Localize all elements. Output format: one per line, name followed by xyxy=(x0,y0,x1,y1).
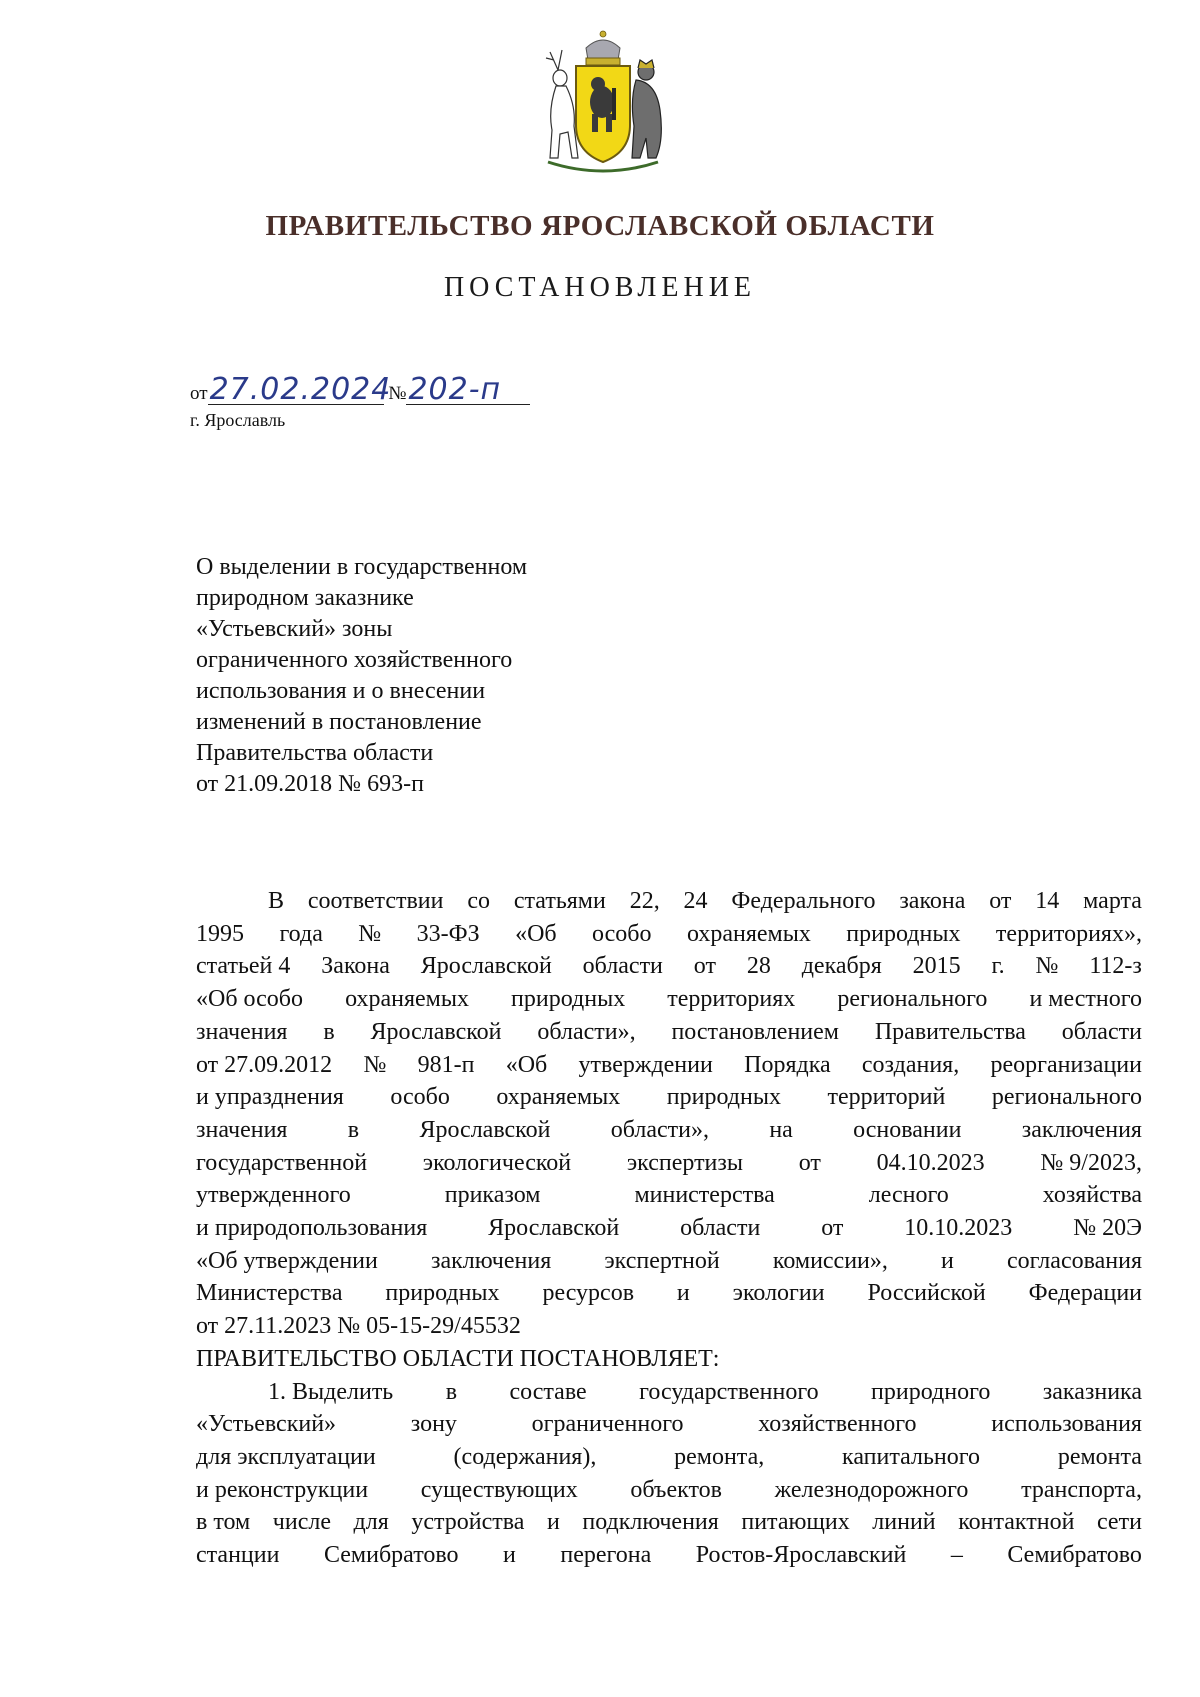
word: ремонта xyxy=(1057,1443,1142,1470)
word: и xyxy=(503,1542,516,1569)
text-line xyxy=(196,950,1142,983)
coat-of-arms-icon xyxy=(528,30,678,180)
word: № 9/2023, xyxy=(1040,1149,1142,1176)
word: охраняемых xyxy=(686,920,811,947)
word: № 20Э xyxy=(1073,1215,1142,1242)
word: зону xyxy=(410,1411,457,1438)
subject-line: от 21.09.2018 № 693-п xyxy=(196,771,424,797)
city: г. Ярославль xyxy=(190,410,286,430)
handwritten-number: 202-п xyxy=(406,376,530,405)
word: особо xyxy=(592,920,652,947)
word: статьями xyxy=(513,888,606,914)
subject-line: ограниченного хозяйственного xyxy=(196,647,513,673)
word: соответствии xyxy=(307,888,444,914)
word: перегона xyxy=(560,1542,652,1569)
word: от xyxy=(821,1215,844,1242)
text-line xyxy=(196,1245,1142,1278)
word: в xyxy=(347,1116,360,1143)
word: Федерации xyxy=(1028,1280,1142,1307)
word: Порядка xyxy=(744,1051,831,1078)
word: хозяйства xyxy=(1042,1182,1142,1209)
word: № xyxy=(363,1051,387,1078)
word: ресурсов xyxy=(542,1280,635,1307)
word: Федерального xyxy=(731,888,876,914)
word: регионального xyxy=(837,986,988,1013)
text-line xyxy=(196,1539,1142,1572)
word: 22, xyxy=(629,888,660,914)
text-line xyxy=(196,1179,1142,1212)
word: закона xyxy=(899,888,966,914)
word: марта xyxy=(1083,888,1142,914)
text-line xyxy=(196,1147,1142,1180)
word: Семибратово xyxy=(1007,1542,1142,1569)
word: государственной xyxy=(196,1149,368,1176)
subject-line: использования и о внесении xyxy=(196,678,486,704)
word: утвержденного xyxy=(196,1182,351,1209)
word: для xyxy=(353,1509,389,1536)
word: значения xyxy=(196,1116,288,1143)
word: Ярославской xyxy=(420,953,552,980)
subject-line: О выделении в государственном xyxy=(196,554,528,580)
word: 28 xyxy=(746,953,771,980)
word: «Об особо xyxy=(196,986,304,1013)
word: и реконструкции xyxy=(196,1476,369,1503)
word: охраняемых xyxy=(496,1084,621,1111)
word: от 27.09.2012 xyxy=(196,1051,333,1078)
word: заключения xyxy=(431,1247,552,1274)
word: «Об xyxy=(515,920,557,947)
word: территориях», xyxy=(995,920,1142,947)
word: природных xyxy=(511,986,626,1013)
word: комиссии», xyxy=(772,1247,888,1274)
decree-heading: ПРАВИТЕЛЬСТВО ОБЛАСТИ ПОСТАНОВЛЯЕТ: xyxy=(196,1345,720,1372)
text-line xyxy=(196,918,1142,951)
subject-line: природном заказнике xyxy=(196,585,414,611)
text-line xyxy=(196,1506,1142,1539)
deer-supporter-icon xyxy=(546,50,578,158)
word: экологии xyxy=(732,1280,825,1307)
word: заключения xyxy=(1021,1116,1142,1143)
word: 14 xyxy=(1035,888,1060,914)
word: природных xyxy=(666,1084,781,1111)
word: утверждении xyxy=(578,1051,713,1078)
word: приказом xyxy=(444,1182,541,1209)
word: от xyxy=(989,888,1012,914)
document-subject xyxy=(196,552,656,800)
word: в том xyxy=(196,1509,251,1536)
word: и природопользования xyxy=(196,1215,428,1242)
word: использования xyxy=(991,1411,1142,1438)
word: – xyxy=(950,1542,963,1569)
word: постановлением xyxy=(671,1018,839,1045)
word: Закона xyxy=(321,953,390,980)
word: линий xyxy=(872,1509,936,1536)
word: согласования xyxy=(1007,1247,1142,1274)
text-line xyxy=(196,1441,1142,1474)
word: природного xyxy=(871,1378,991,1405)
word: хозяйственного xyxy=(758,1411,917,1438)
word: подключения xyxy=(582,1509,719,1536)
word: 2015 xyxy=(912,953,961,980)
word: Семибратово xyxy=(323,1542,459,1569)
word: составе xyxy=(509,1378,587,1405)
word: охраняемых xyxy=(345,986,469,1013)
text-line xyxy=(196,1049,1142,1082)
word: области», xyxy=(537,1018,636,1045)
word: экспертной xyxy=(604,1247,720,1274)
word: числе xyxy=(272,1509,331,1536)
word: ограниченного xyxy=(531,1411,684,1438)
word: 1. Выделить xyxy=(268,1378,394,1405)
word: Министерства xyxy=(196,1280,343,1307)
document-body xyxy=(196,885,1142,1572)
preamble-paragraph xyxy=(196,885,1142,1343)
subject-line: изменений в постановление xyxy=(196,709,482,735)
word: Ярославской xyxy=(370,1018,502,1045)
wreath-icon xyxy=(548,162,658,171)
word: (содержания), xyxy=(453,1443,597,1470)
text-line xyxy=(196,983,1142,1016)
word: сети xyxy=(1096,1509,1142,1536)
text-line xyxy=(196,1408,1142,1441)
document-type: ПОСТАНОВЛЕНИЕ xyxy=(443,272,757,303)
word: питающих xyxy=(741,1509,850,1536)
word: декабря xyxy=(801,953,882,980)
text-line xyxy=(196,1474,1142,1507)
word: заказника xyxy=(1042,1378,1142,1405)
text-line: от 27.11.2023 № 05-15-29/45532 xyxy=(196,1313,521,1340)
item-1-paragraph xyxy=(196,1376,1142,1572)
word: экологической xyxy=(422,1149,572,1176)
word: г. xyxy=(991,953,1005,980)
word: 112-з xyxy=(1089,953,1142,980)
word: транспорта, xyxy=(1021,1476,1142,1503)
word: основании xyxy=(853,1116,962,1143)
text-line xyxy=(196,1277,1142,1310)
word: особо xyxy=(390,1084,450,1111)
word: «Об утверждении xyxy=(196,1247,378,1274)
word: в xyxy=(445,1378,458,1405)
word: области xyxy=(582,953,663,980)
word: 33-ФЗ xyxy=(416,920,480,947)
text-line xyxy=(196,885,1142,918)
number-prefix: № xyxy=(388,383,407,404)
word: для эксплуатации xyxy=(196,1443,376,1470)
word: Ярославской xyxy=(419,1116,551,1143)
text-line xyxy=(196,1114,1142,1147)
word: «Об xyxy=(505,1051,548,1078)
word: Ростов-Ярославский xyxy=(695,1542,907,1569)
word: от xyxy=(798,1149,821,1176)
word: 981-п xyxy=(417,1051,475,1078)
text-line xyxy=(196,1016,1142,1049)
word: объектов xyxy=(630,1476,722,1503)
subject-line: «Устьевский» зоны xyxy=(196,616,393,642)
text-line xyxy=(196,1376,1142,1409)
word: и упразднения xyxy=(196,1084,344,1111)
word: в xyxy=(323,1018,335,1045)
word: существующих xyxy=(420,1476,578,1503)
word: территориях xyxy=(667,986,796,1013)
word: со xyxy=(467,888,490,914)
word: природных xyxy=(385,1280,500,1307)
word: капитального xyxy=(842,1443,981,1470)
word: устройства xyxy=(411,1509,525,1536)
word: от xyxy=(693,953,716,980)
word: министерства xyxy=(634,1182,775,1209)
word: В xyxy=(268,888,285,914)
word: 04.10.2023 xyxy=(876,1149,985,1176)
word: территорий xyxy=(827,1084,946,1111)
word: области xyxy=(680,1215,761,1242)
word: № xyxy=(358,920,382,947)
subject-line: Правительства области xyxy=(196,740,434,766)
word: «Устьевский» xyxy=(196,1411,337,1438)
crown-icon xyxy=(586,31,620,65)
word: 10.10.2023 xyxy=(904,1215,1013,1242)
word: 24 xyxy=(683,888,708,914)
word: года xyxy=(279,920,323,947)
word: лесного xyxy=(868,1182,949,1209)
word: Российской xyxy=(867,1280,986,1307)
bear-supporter-icon xyxy=(632,60,661,158)
word: и xyxy=(676,1280,690,1307)
word: железнодорожного xyxy=(774,1476,969,1503)
word: реорганизации xyxy=(990,1051,1142,1078)
word: контактной xyxy=(958,1509,1075,1536)
word: станции xyxy=(196,1542,280,1569)
word: и xyxy=(941,1247,954,1274)
word: экспертизы xyxy=(626,1149,744,1176)
word: природных xyxy=(846,920,961,947)
organization-title: ПРАВИТЕЛЬСТВО ЯРОСЛАВСКОЙ ОБЛАСТИ xyxy=(265,210,935,242)
date-number-line xyxy=(190,372,530,407)
word: Ярославской xyxy=(488,1215,620,1242)
word: области xyxy=(1061,1018,1142,1045)
text-line xyxy=(196,1081,1142,1114)
word: статьей 4 xyxy=(196,953,291,980)
word: регионального xyxy=(991,1084,1142,1111)
word: № xyxy=(1035,953,1059,980)
handwritten-date: 27.02.2024 xyxy=(209,372,392,407)
word: и местного xyxy=(1029,986,1142,1013)
word: ремонта, xyxy=(674,1443,765,1470)
word: области», xyxy=(610,1116,709,1143)
date-prefix: от xyxy=(190,383,208,404)
word: создания, xyxy=(861,1051,960,1078)
word: 1995 xyxy=(196,920,244,947)
word: значения xyxy=(196,1018,288,1045)
word: государственного xyxy=(639,1378,819,1405)
word: на xyxy=(769,1116,793,1143)
text-line xyxy=(196,1212,1142,1245)
word: Правительства xyxy=(874,1018,1026,1045)
word: и xyxy=(546,1509,560,1536)
